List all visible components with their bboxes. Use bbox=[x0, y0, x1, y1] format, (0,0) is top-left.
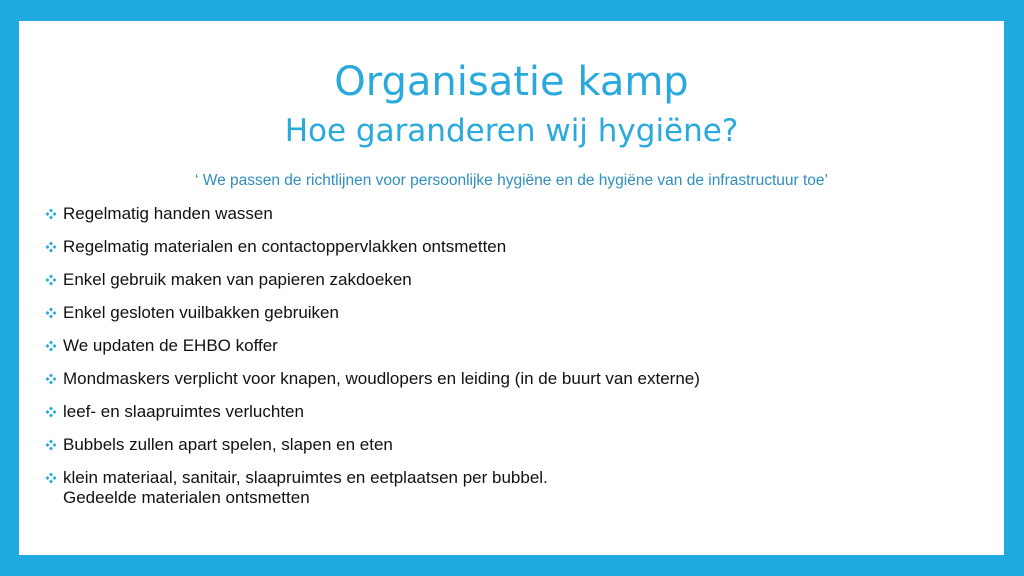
diamond-dots-icon bbox=[45, 439, 57, 451]
diamond-dots-icon bbox=[45, 373, 57, 385]
bullet-text: leef- en slaapruimtes verluchten bbox=[63, 402, 304, 421]
bullet-text: klein materiaal, sanitair, slaapruimtes en eetplaatsen per bubbel. bbox=[63, 468, 548, 487]
diamond-dots-icon bbox=[45, 208, 57, 220]
bullet-text: Regelmatig handen wassen bbox=[63, 204, 273, 223]
diamond-dots-icon bbox=[45, 307, 57, 319]
diamond-dots-icon bbox=[45, 472, 57, 484]
bullet-item bbox=[45, 270, 985, 303]
bullet-item bbox=[45, 303, 985, 336]
bullet-text-continuation: Gedeelde materialen ontsmetten bbox=[63, 488, 310, 507]
bullet-text: Mondmaskers verplicht voor knapen, woudlopers en leiding (in de buurt van externe) bbox=[63, 369, 700, 388]
diamond-dots-icon bbox=[45, 241, 57, 253]
diamond-dots-icon bbox=[45, 274, 57, 286]
bullet-item bbox=[45, 336, 985, 369]
bullet-item bbox=[45, 435, 985, 468]
bullet-item bbox=[45, 237, 985, 270]
slide bbox=[19, 21, 1004, 555]
slide-quote: ‘ We passen de richtlijnen voor persoonlijke hygiëne en de hygiëne van de infrastructuur toe’ bbox=[194, 172, 828, 189]
slide-title: Organisatie kamp bbox=[334, 59, 689, 105]
bullet-text: Enkel gebruik maken van papieren zakdoeken bbox=[63, 270, 412, 289]
bullet-text: Bubbels zullen apart spelen, slapen en eten bbox=[63, 435, 393, 454]
bullet-item bbox=[45, 369, 985, 402]
bullet-item bbox=[45, 468, 985, 508]
bullet-text: We updaten de EHBO koffer bbox=[63, 336, 278, 355]
bullet-item bbox=[45, 204, 985, 237]
bullet-list bbox=[45, 204, 985, 508]
bullet-text: Regelmatig materialen en contactoppervlakken ontsmetten bbox=[63, 237, 507, 256]
diamond-dots-icon bbox=[45, 340, 57, 352]
diamond-dots-icon bbox=[45, 406, 57, 418]
bullet-item bbox=[45, 402, 985, 435]
bullet-text: Enkel gesloten vuilbakken gebruiken bbox=[63, 303, 339, 322]
slide-heading: Hoe garanderen wij hygiëne? bbox=[284, 113, 739, 149]
